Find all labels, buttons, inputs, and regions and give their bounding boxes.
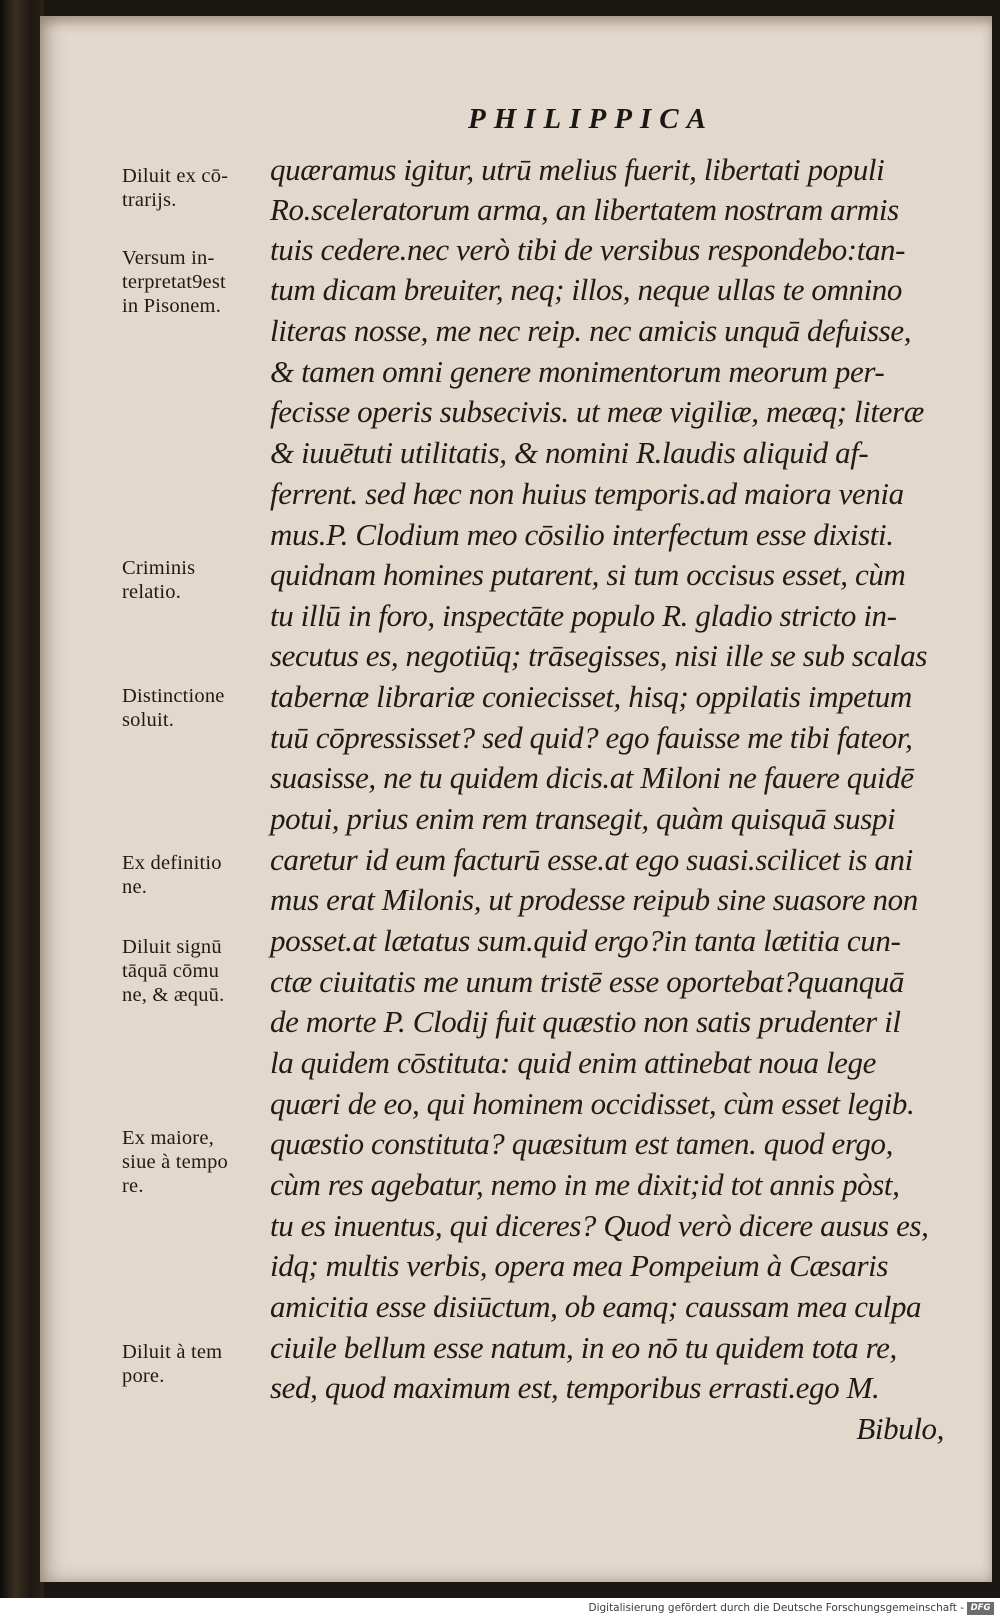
text-line: amicitia esse disiūctum, ob eamq; caussam mea culpa [270,1289,922,1324]
text-line: suasisse, ne tu quidem dicis.at Miloni ne fauere quidē [270,760,914,795]
text-line: ciuile bellum esse natum, in eo nō tu quidem tota re, [270,1330,897,1365]
margin-note-line: Distinctione [122,685,225,707]
text-line: de morte P. Clodij fuit quæstio non satis prudenter il [270,1004,901,1039]
margin-note-line: ne, & æquū. [122,984,225,1006]
funding-credit: Digitalisierung gefördert durch die Deutsche Forschungsgemeinschaft - [588,1602,964,1614]
text-line: idq; multis verbis, opera mea Pompeium à Cæsaris [270,1248,888,1283]
margin-note-line: relatio. [122,581,182,603]
text-line: ctæ ciuitatis me unum tristē esse oportebat?quanquā [270,964,904,999]
margin-note [122,1126,267,1198]
margin-note [122,164,267,212]
margin-note-line: re. [122,1175,144,1197]
text-line: secutus es, negotiūq; trāsegisses, nisi ille se sub scalas [270,638,928,673]
margin-note-line: pore. [122,1365,165,1387]
margin-note-line: trarijs. [122,189,177,211]
text-line: tabernæ librariæ coniecisset, hisq; oppilatis impetum [270,679,912,714]
margin-note [122,851,267,899]
margin-note-line: terpretat9est [122,271,226,293]
text-line: & iuuētuti utilitatis, & nomini R.laudis aliquid af- [270,435,869,470]
margin-note-line: soluit. [122,709,175,731]
margin-note-line: in Pisonem. [122,295,222,317]
text-line: ferrent. sed hæc non huius temporis.ad maiora venia [270,476,904,511]
margin-note [122,684,267,732]
margin-note-line: Ex definitio [122,852,222,874]
text-line: quæri de eo, qui hominem occidisset, cùm esset legib. [270,1086,915,1121]
text-line: mus erat Milonis, ut prodesse reipub sine suasore non [270,882,918,917]
margin-note-line: Versum in- [122,247,215,269]
catchword: Bibulo, [856,1411,944,1446]
text-line: & tamen omni genere monimentorum meorum per- [270,354,885,389]
text-line: tu illū in foro, inspectāte populo R. gladio stricto in- [270,598,897,633]
text-line: cùm res agebatur, nemo in me dixit;id tot annis pòst, [270,1167,900,1202]
text-line: posset.at lætatus sum.quid ergo?in tanta lætitia cun- [270,923,901,958]
text-line: potui, prius enim rem transegit, quàm quisquā suspi [270,801,896,836]
text-line: literas nosse, me nec reip. nec amicis unquā defuisse, [270,313,912,348]
margin-note-line: tāquā cōmu [122,960,220,982]
text-line: Ro.sceleratorum arma, an libertatem nostram armis [270,192,899,227]
text-line: quæstio constituta? quæsitum est tamen. quod ergo, [270,1126,893,1161]
dfg-logo-icon: DFG [967,1602,994,1615]
margin-note-line: siue à tempo [122,1151,229,1173]
margin-note-line: ne. [122,876,148,898]
text-line: tuū cōpressisset? sed quid? ego fauisse me tibi fateor, [270,720,913,755]
text-line: la quidem cōstituta: quid enim attinebat noua lege [270,1045,876,1080]
text-line: tu es inuentus, qui diceres? Quod verò dicere ausus es, [270,1208,929,1243]
text-line: tuis cedere.nec verò tibi de versibus respondebo:tan- [270,232,906,267]
text-line: fecisse operis subsecivis. ut meæ vigiliæ, meæq; literæ [270,394,924,429]
margin-note-line: Diluit à tem [122,1341,223,1363]
margin-note-line: Diluit signū [122,936,222,958]
book-gutter [0,0,44,1598]
margin-note [122,246,267,318]
text-line: tum dicam breuiter, neq; illos, neque ullas te omnino [270,272,903,307]
text-line: quæramus igitur, utrū melius fuerit, libertati populi [270,152,885,187]
digitization-footer [0,1598,1000,1619]
text-line: caretur id eum facturū esse.at ego suasi.scilicet is ani [270,842,913,877]
margin-note [122,556,267,604]
text-line: sed, quod maximum est, temporibus errasti.ego M. [270,1370,880,1405]
text-line: mus.P. Clodium meo cōsilio interfectum esse dixisti. [270,517,894,552]
margin-note-line: Criminis [122,557,196,579]
margin-note [122,935,267,1007]
margin-note-line: Diluit ex cō- [122,165,229,187]
page-header-title: PHILIPPICA [468,103,714,135]
margin-note-line: Ex maiore, [122,1127,214,1149]
margin-note [122,1340,267,1388]
text-line: quidnam homines putarent, si tum occisus esset, cùm [270,557,906,592]
